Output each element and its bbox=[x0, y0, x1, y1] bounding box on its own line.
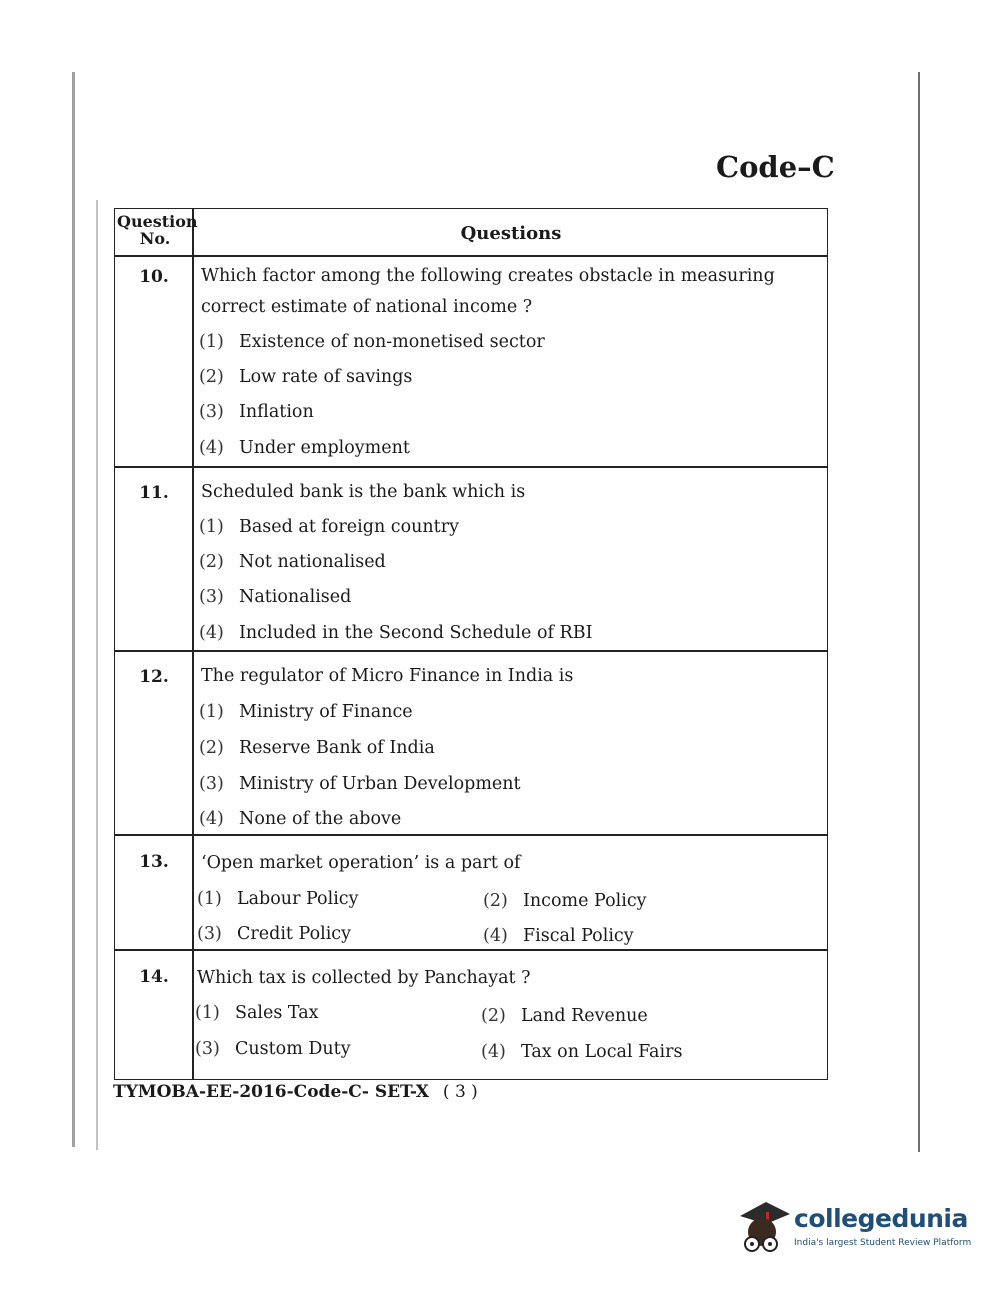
header-questions: Questions bbox=[460, 223, 562, 244]
question-text: The regulator of Micro Finance in India is bbox=[201, 666, 574, 686]
option-text: Low rate of savings bbox=[239, 367, 413, 387]
option-text: Included in the Second Schedule of RBI bbox=[239, 623, 593, 643]
option-text: Credit Policy bbox=[237, 924, 351, 944]
option bbox=[199, 738, 435, 758]
question-number: 11. bbox=[139, 483, 169, 503]
code-title: Code–C bbox=[716, 150, 835, 184]
option-number: (4) bbox=[199, 809, 224, 829]
row-divider bbox=[115, 949, 827, 951]
scan-edge-left-inner bbox=[96, 200, 98, 1150]
header-no-label: No. bbox=[139, 229, 171, 248]
question-number: 10. bbox=[139, 267, 169, 287]
option bbox=[483, 926, 634, 946]
option-text: Based at foreign country bbox=[239, 517, 459, 537]
option-number: (3) bbox=[199, 402, 224, 422]
option-text: None of the above bbox=[239, 809, 402, 829]
option bbox=[199, 623, 592, 643]
option-text: Inflation bbox=[239, 402, 314, 422]
option-text: Ministry of Finance bbox=[239, 702, 413, 722]
option bbox=[199, 774, 521, 794]
question-text: Which tax is collected by Panchayat ? bbox=[197, 968, 531, 988]
option-number: (1) bbox=[199, 332, 224, 352]
option-text: Under employment bbox=[239, 438, 410, 458]
question-text: Which factor among the following creates obstacle in measuring correct estimate of national income ? bbox=[201, 266, 775, 317]
option bbox=[483, 891, 647, 911]
header-divider bbox=[115, 255, 827, 257]
logo-tagline: India's largest Student Review Platform bbox=[794, 1238, 972, 1248]
option-text: Existence of non-monetised sector bbox=[239, 332, 545, 352]
option-number: (1) bbox=[199, 517, 224, 537]
option bbox=[199, 332, 545, 352]
option bbox=[199, 552, 386, 572]
mascot-icon bbox=[736, 1196, 792, 1256]
row-divider bbox=[115, 466, 827, 468]
option-text: Not nationalised bbox=[239, 552, 386, 572]
option bbox=[199, 587, 351, 607]
option-number: (2) bbox=[199, 738, 224, 758]
question-number: 13. bbox=[139, 852, 169, 872]
question-number: 12. bbox=[139, 667, 169, 687]
footer bbox=[113, 1082, 478, 1102]
option-text: Ministry of Urban Development bbox=[239, 774, 521, 794]
option-text: Tax on Local Fairs bbox=[521, 1042, 683, 1062]
option-number: (2) bbox=[199, 552, 224, 572]
collegedunia-logo bbox=[736, 1196, 972, 1256]
option-number: (2) bbox=[483, 891, 508, 911]
option-number: (1) bbox=[197, 889, 222, 909]
option bbox=[199, 809, 401, 829]
option-number: (2) bbox=[481, 1006, 506, 1026]
option bbox=[199, 438, 410, 458]
option bbox=[197, 889, 358, 909]
option bbox=[199, 402, 314, 422]
question-text: ‘Open market operation’ is a part of bbox=[201, 853, 521, 873]
header-question-no bbox=[117, 212, 198, 248]
question-text: Scheduled bank is the bank which is bbox=[201, 482, 526, 502]
option bbox=[481, 1042, 682, 1062]
option bbox=[195, 1039, 351, 1059]
option-number: (3) bbox=[195, 1039, 220, 1059]
option bbox=[197, 924, 351, 944]
option bbox=[199, 367, 412, 387]
option-number: (3) bbox=[197, 924, 222, 944]
row-divider bbox=[115, 650, 827, 652]
row-divider bbox=[115, 834, 827, 836]
option-number: (4) bbox=[483, 926, 508, 946]
option bbox=[195, 1003, 319, 1023]
option-number: (4) bbox=[481, 1042, 506, 1062]
option-number: (4) bbox=[199, 623, 224, 643]
scan-edge-right bbox=[918, 72, 920, 1152]
option-number: (2) bbox=[199, 367, 224, 387]
option-number: (1) bbox=[195, 1003, 220, 1023]
option-text: Fiscal Policy bbox=[523, 926, 634, 946]
scan-edge-left bbox=[72, 72, 75, 1147]
option-text: Income Policy bbox=[523, 891, 647, 911]
option-number: (3) bbox=[199, 587, 224, 607]
footer-code: TYMOBA-EE-2016-Code-C- SET-X bbox=[113, 1082, 429, 1102]
option-text: Labour Policy bbox=[237, 889, 359, 909]
option-text: Reserve Bank of India bbox=[239, 738, 435, 758]
option-text: Land Revenue bbox=[521, 1006, 648, 1026]
option-text: Custom Duty bbox=[235, 1039, 351, 1059]
option-number: (4) bbox=[199, 438, 224, 458]
logo-wordmark: collegedunia bbox=[794, 1204, 968, 1233]
option-number: (3) bbox=[199, 774, 224, 794]
option-number: (1) bbox=[199, 702, 224, 722]
option bbox=[481, 1006, 648, 1026]
option-text: Sales Tax bbox=[235, 1003, 319, 1023]
header-question-label: Question bbox=[117, 212, 198, 231]
question-number: 14. bbox=[139, 967, 169, 987]
option-text: Nationalised bbox=[239, 587, 352, 607]
page-number: ( 3 ) bbox=[442, 1082, 478, 1102]
question-table bbox=[114, 208, 828, 1080]
option bbox=[199, 702, 413, 722]
option bbox=[199, 517, 459, 537]
